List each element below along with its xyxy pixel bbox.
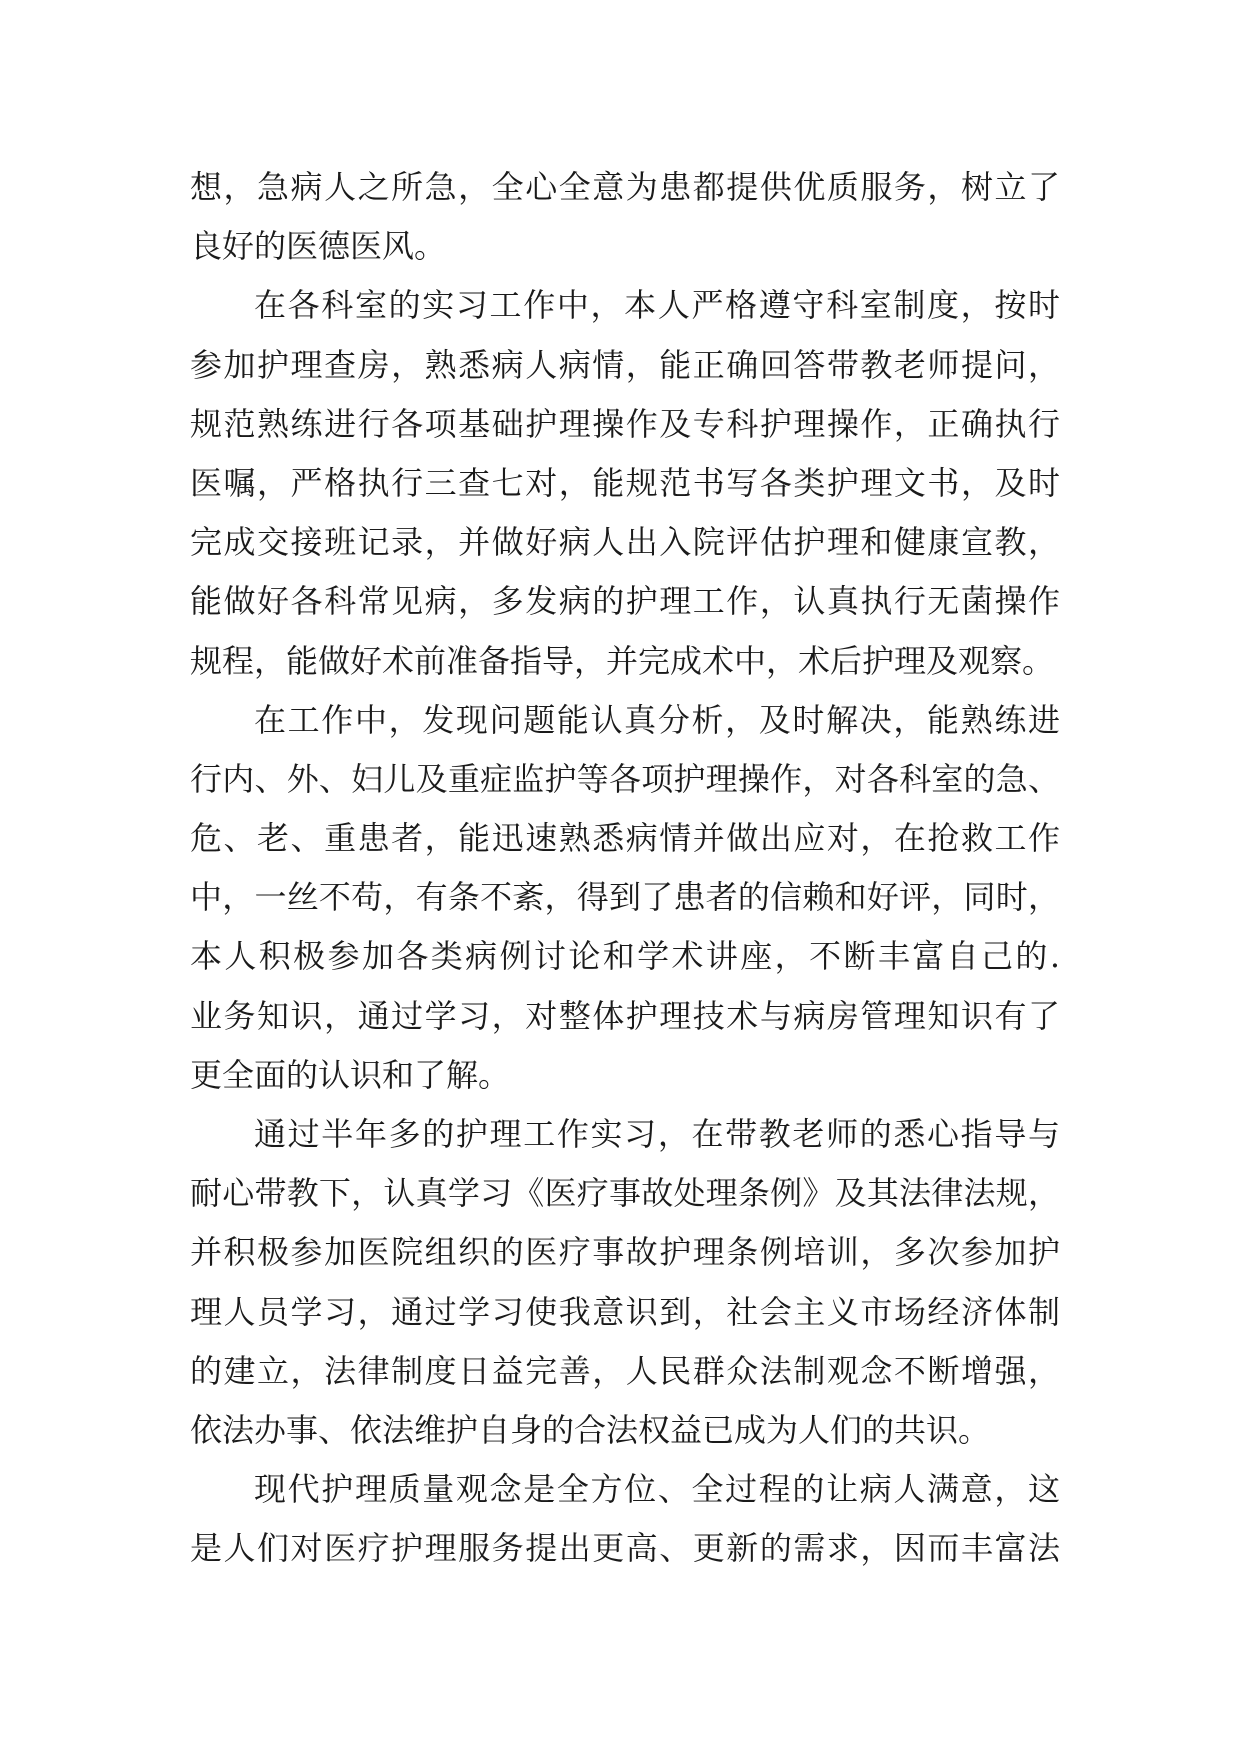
document-body (190, 158, 1060, 1579)
text-line: 规范熟练进行各项基础护理操作及专科护理操作，正确执行 (190, 404, 1060, 443)
text-line: 中，一丝不苟，有条不紊，得到了患者的信赖和好评，同时， (190, 878, 1060, 917)
text-line: 在各科室的实习工作中，本人严格遵守科室制度，按时 (254, 286, 1060, 325)
text-line: 参加护理查房，熟悉病人病情，能正确回答带教老师提问， (190, 345, 1060, 384)
text-line: 良好的医德医风。 (190, 227, 447, 266)
text-line: 理人员学习，通过学习使我意识到，社会主义市场经济体制 (190, 1292, 1060, 1331)
text-line: 完成交接班记录，并做好病人出入院评估护理和健康宣教， (190, 523, 1060, 562)
text-line: 并积极参加医院组织的医疗事故护理条例培训，多次参加护 (190, 1233, 1060, 1272)
text-line: 能做好各科常见病，多发病的护理工作，认真执行无菌操作 (190, 582, 1060, 621)
text-line: 通过半年多的护理工作实习，在带教老师的悉心指导与 (254, 1115, 1060, 1153)
text-line: 是人们对医疗护理服务提出更高、更新的需求，因而丰富法 (190, 1529, 1060, 1568)
text-line: 依法办事、依法维护自身的合法权益已成为人们的共识。 (190, 1410, 991, 1449)
text-line: 危、老、重患者，能迅速熟悉病情并做出应对，在抢救工作 (190, 819, 1060, 858)
text-line: 在工作中，发现问题能认真分析，及时解决，能熟练进 (254, 700, 1060, 739)
text-line: 医嘱，严格执行三查七对，能规范书写各类护理文书，及时 (190, 463, 1060, 502)
text-line: 耐心带教下，认真学习《医疗事故处理条例》及其法律法规， (190, 1174, 1060, 1213)
text-line: 想，急病人之所急，全心全意为患都提供优质服务，树立了 (190, 168, 1060, 206)
text-line: 本人积极参加各类病例讨论和学术讲座，不断丰富自己的. (190, 937, 1060, 976)
text-line: 现代护理质量观念是全方位、全过程的让病人满意，这 (254, 1470, 1060, 1509)
text-line: 的建立，法律制度日益完善，人民群众法制观念不断增强， (190, 1351, 1060, 1390)
text-line: 更全面的认识和了解。 (190, 1055, 511, 1094)
text-line: 规程，能做好术前准备指导，并完成术中，术后护理及观察。 (190, 641, 1055, 680)
text-line: 业务知识，通过学习，对整体护理技术与病房管理知识有了 (190, 996, 1060, 1035)
text-line: 行内、外、妇儿及重症监护等各项护理操作，对各科室的急、 (190, 759, 1060, 798)
